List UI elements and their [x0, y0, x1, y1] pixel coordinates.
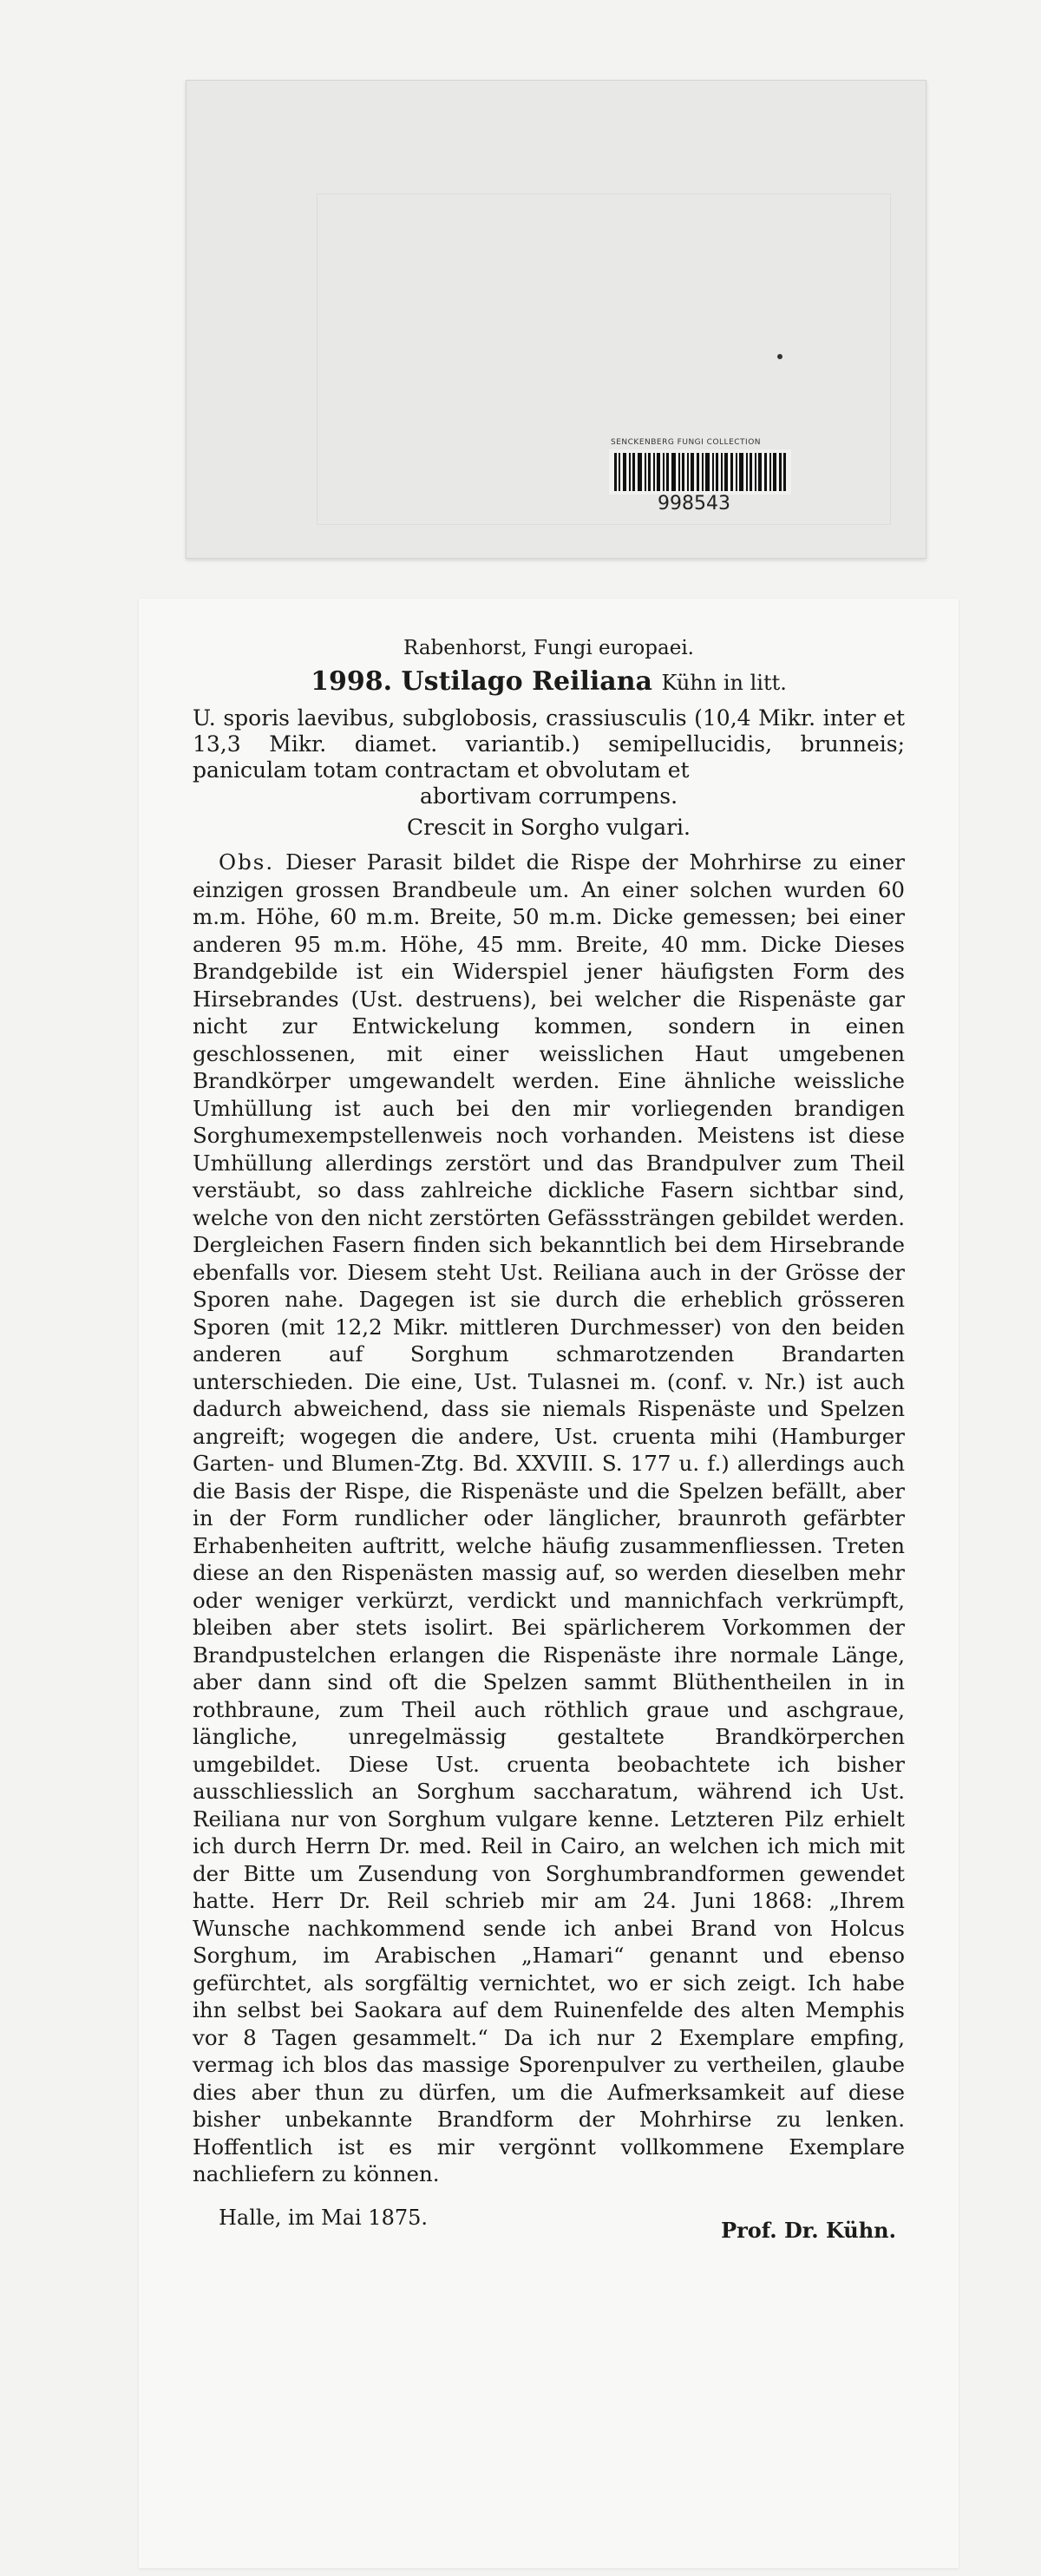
specimen-packet: [186, 80, 926, 559]
obs-label: Obs.: [219, 849, 275, 875]
barcode-label: [599, 438, 807, 529]
species-name: Ustilago Reiliana: [401, 666, 652, 697]
series-title: Rabenhorst, Fungi europaei.: [403, 637, 694, 659]
signature-line: [193, 2205, 905, 2243]
place-date: Halle, im Mai 1875.: [219, 2205, 429, 2230]
exsiccata-number: 1998.: [311, 666, 393, 697]
barcode-institution: SENCKENBERG FUNGI COLLECTION: [611, 438, 762, 447]
habitat: Crescit in Sorgho vulgari.: [407, 815, 691, 840]
author-signature: Prof. Dr. Kühn.: [721, 2217, 896, 2243]
printed-label: [139, 599, 959, 2568]
barcode-icon: [609, 449, 791, 495]
latin-diagnosis: U. sporis laevibus, subglobosis, crassiusculis (10,4 Mikr. inter et 13,3 Mikr. diamet. variantib.) semipellucidis, brunneis; paniculam totam contractam et obvolutam et: [193, 705, 905, 783]
species-authority: Kühn in litt.: [661, 671, 787, 695]
barcode-number: 998543: [658, 493, 730, 515]
specimen-dot: [777, 354, 782, 359]
obs-text: Dieser Parasit bildet die Rispe der Mohrhirse zu einer einzigen grossen Brandbeule um. An einer solchen wurden 60 m.m. Höhe, 60 m.m. Breite, 50 m.m. Dicke gemessen; bei einer anderen 95 m.m. Höhe, 45 mm. Breite, 40 mm. Dicke Dieses Brandgebilde ist ein Widerspiel jener häufigsten Form des Hirsebrandes (Ust. destruens), bei welcher die Rispenäste gar nicht zur Entwickelung kommen, sondern in einen geschlossenen, mit einer weisslichen Haut umgebenen Brandkörper umgewandelt werden. Eine ähnliche weissliche Umhüllung ist auch bei den mir vorliegenden brandigen Sorghumexempstellenweis noch vorhanden. Meistens ist diese Umhüllung allerdings zerstört und das Brandpulver zum Theil verstäubt, so dass zahlreiche dickliche Fasern sichtbar sind, welche von den nicht zerstörten Gefässsträngen gebildet werden. Dergleichen Fasern finden sich bekanntlich bei dem Hirsebrande ebenfalls vor. Diesem steht Ust. Reiliana auch in der Grösse der Sporen nahe. Dagegen ist sie durch die erheblich grösseren Sporen (mit 12,2 Mikr. mittleren Durchmesser) von den beiden anderen auf Sorghum schmarotzenden Brandarten unterschieden. Die eine, Ust. Tulasnei m. (conf. v. Nr.) ist auch dadurch abweichend, dass sie niemals Rispenäste und Spelzen angreift; wogegen die andere, Ust. cruenta mihi (Hamburger Garten- und Blumen-Ztg. Bd. XXVIII. S. 177 u. f.) allerdings auch die Basis der Rispe, die Rispenäste und die Spelzen befällt, aber in der Form rundlicher oder länglicher, braunroth gefärbter Erhabenheiten auftritt, welche häufig zusammenfliessen. Treten diese an den Rispenästen massig auf, so werden dieselben mehr oder weniger verkürzt, verdickt und mannichfach verkrümpft, bleiben aber stets isolirt. Bei spärlicherem Vorkommen der Brandpustelchen erlangen die Rispenäste ihre normale Länge, aber dann sind oft die Spelzen sammt Blüthentheilen in in rothbraune, zum Theil auch röthlich graue und aschgraue, längliche, unregelmässig gestaltete Brandkörperchen umgebildet. Diese Ust. cruenta beobachtete ich bisher ausschliesslich an Sorghum saccharatum, während ich Ust. Reiliana nur von Sorghum vulgare kenne. Letzteren Pilz erhielt ich durch Herrn Dr. med. Reil in Cairo, an welchen ich mich mit der Bitte um Zusendung von Sorghumbrandformen gewendet hatte. Herr Dr. Reil schrieb mir am 24. Juni 1868: „Ihrem Wunsche nachkommend sende ich anbei Brand von Holcus Sorghum, im Arabischen „Hamari“ genannt und ebenso gefürchtet, als sorgfältig vernichtet, wo er sich zeigt. Ich habe ihn selbst bei Saokara auf dem Ruinenfelde des alten Memphis vor 8 Tagen gesammelt.“ Da ich nur 2 Exemplare empfing, vermag ich blos das massige Sporenpulver zu vertheilen, glaube dies aber thun zu dürfen, um die Aufmerksamkeit auf diese bisher unbekannte Brandform der Mohrhirse zu lenken. Hoffentlich ist es mir vergönnt vollkommene Exemplare nachliefern zu können.: [193, 849, 905, 2186]
observation-paragraph: [193, 849, 905, 2188]
latin-diagnosis-end: abortivam corrumpens.: [419, 783, 678, 809]
species-heading: [139, 666, 959, 697]
